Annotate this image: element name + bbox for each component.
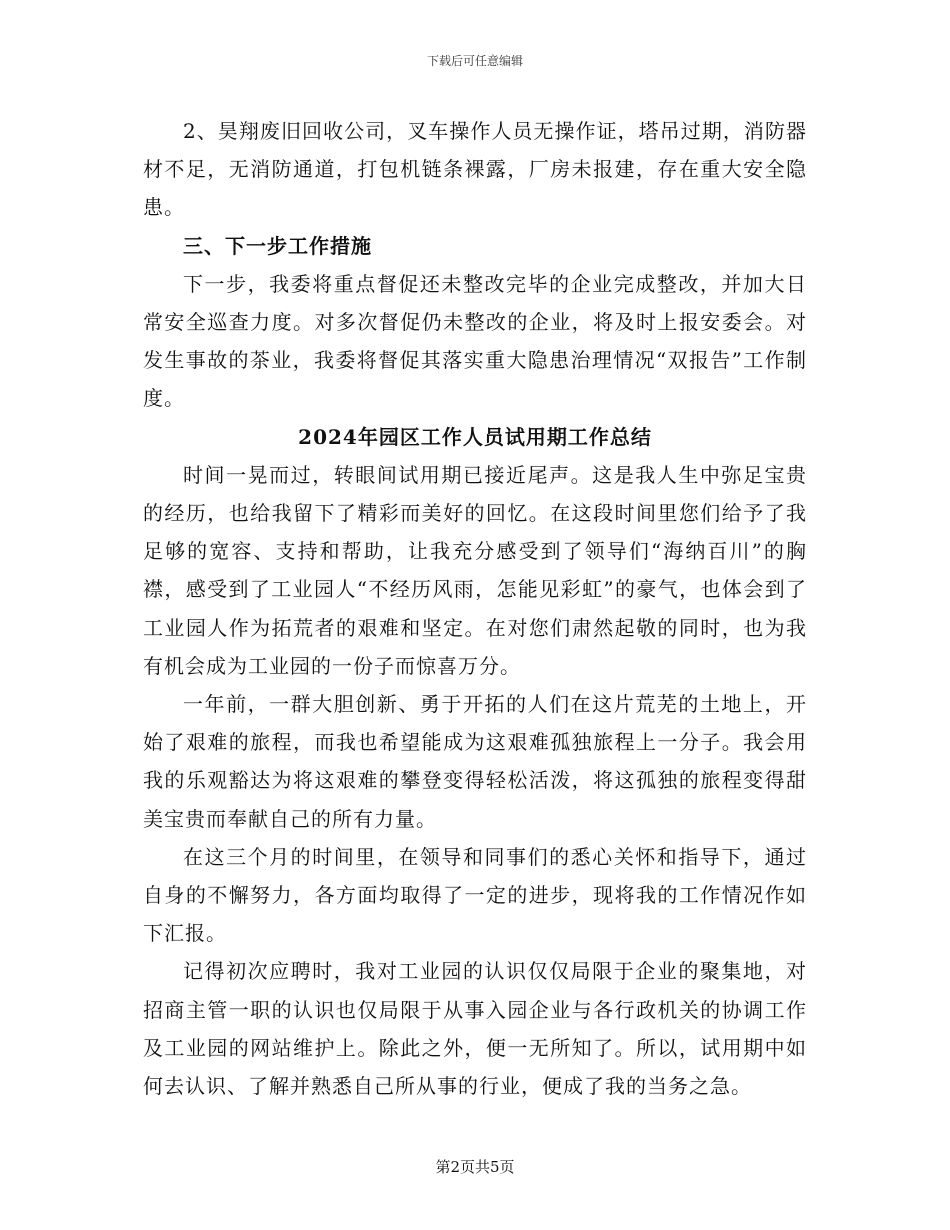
section-heading-next-steps: 三、下一步工作措施 [183, 233, 372, 258]
paragraph-three-months: 在这三个月的时间里，在领导和同事们的悉心关怀和指导下，通过自身的不懈努力，各方面均取得了一定的进步，现将我的工作情况作如下汇报。 [143, 844, 807, 946]
paragraph-first-impression: 记得初次应聘时，我对工业园的认识仅仅局限于企业的聚集地，对招商主管一职的认识也仅局限于从事入园企业与各行政机关的协调工作及工业园的网站维护上。除此之外，便一无所知了。所以，试用期中如何去认识、了解并熟悉自己所从事的行业，便成了我的当务之急。 [143, 959, 807, 1099]
paragraph-intro: 时间一晃而过，转眼间试用期已接近尾声。这是我人生中弥足宝贵的经历，也给我留下了精彩而美好的回忆。在这段时间里您们给予了我足够的宽容、支持和帮助，让我充分感受到了领导们“海纳百川”的胸襟，感受到了工业园人“不经历风雨，怎能见彩虹”的豪气，也体会到了工业园人作为拓荒者的艰难和坚定。在对您们肃然起敬的同时，也为我有机会成为工业园的一份子而惊喜万分。 [143, 462, 807, 678]
document-title: 2024年园区工作人员试用期工作总结 [298, 424, 652, 449]
paragraph-next-steps: 下一步，我委将重点督促还未整改完毕的企业完成整改，并加大日常安全巡查力度。对多次督促仍未整改的企业，将及时上报安委会。对发生事故的茶业，我委将督促其落实重大隐患治理情况“双报告”工作制度。 [143, 271, 807, 411]
paragraph-one-year-ago: 一年前，一群大胆创新、勇于开拓的人们在这片荒芜的土地上，开始了艰难的旅程，而我也希望能成为这艰难孤独旅程上一分子。我会用我的乐观豁达为将这艰难的攀登变得轻松活泼，将这孤独的旅程变得甜美宝贵而奉献自己的所有力量。 [143, 692, 807, 831]
header-note: 下载后可任意编辑 [426, 54, 523, 68]
document-body [143, 112, 807, 1105]
paragraph-hazard-item-2: 2、昊翔废旧回收公司，叉车操作人员无操作证，塔吊过期，消防器材不足，无消防通道，打包机链条裸露，厂房未报建，存在重大安全隐患。 [143, 119, 807, 220]
page-number: 第2页共5页 [435, 1158, 515, 1176]
